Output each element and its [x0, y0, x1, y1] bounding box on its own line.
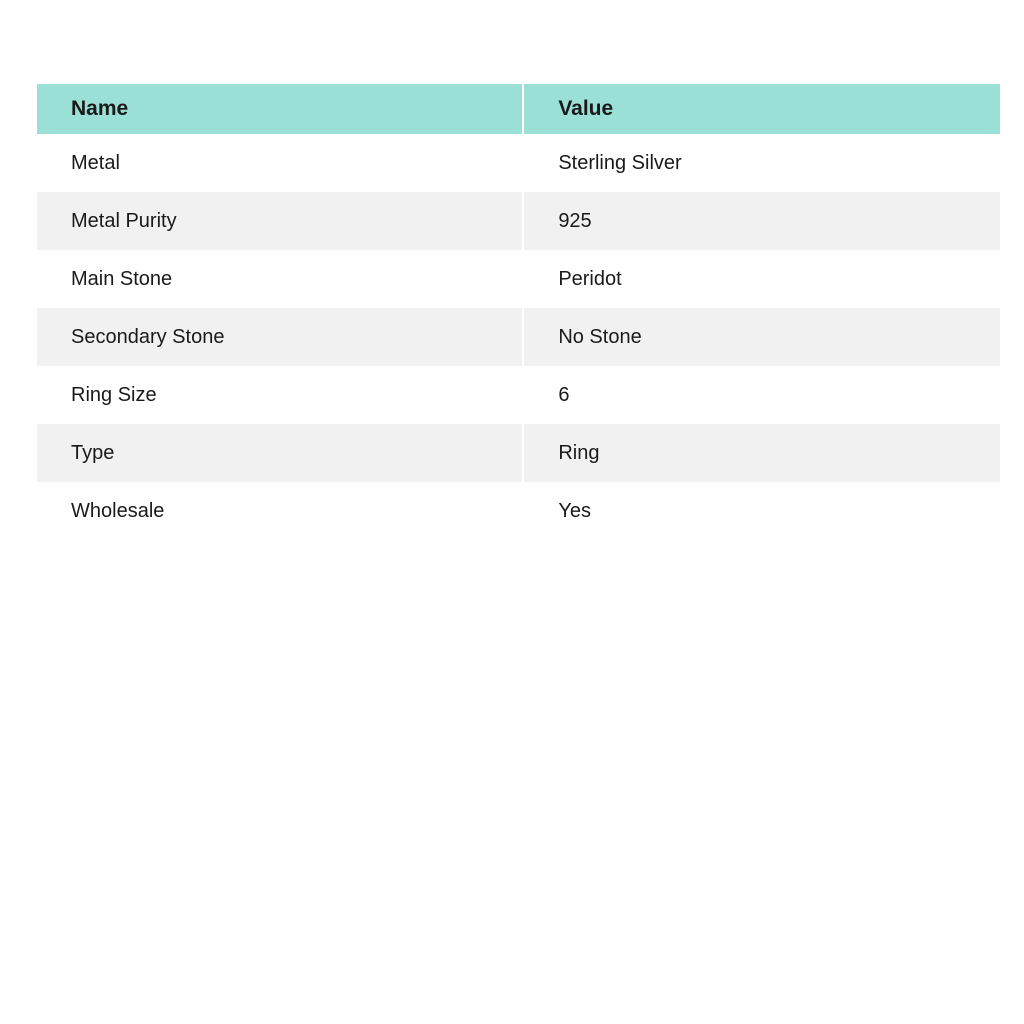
table-row: [37, 482, 1000, 540]
spec-table: [37, 84, 1000, 540]
value-cell: No Stone: [523, 308, 1000, 366]
value-cell: 6: [523, 366, 1000, 424]
value-cell: 925: [523, 192, 1000, 250]
table-row: [37, 308, 1000, 366]
spec-table-body: [37, 134, 1000, 540]
header-cell-value: Value: [523, 84, 1000, 134]
value-cell: Ring: [523, 424, 1000, 482]
name-cell: Secondary Stone: [37, 308, 523, 366]
table-row: [37, 134, 1000, 192]
product-spec-table: [37, 84, 1000, 540]
name-cell: Main Stone: [37, 250, 523, 308]
header-cell-name: Name: [37, 84, 523, 134]
value-cell: Yes: [523, 482, 1000, 540]
name-cell: Type: [37, 424, 523, 482]
table-row: [37, 250, 1000, 308]
table-row: [37, 424, 1000, 482]
value-cell: Sterling Silver: [523, 134, 1000, 192]
spec-table-header: [37, 84, 1000, 134]
name-cell: Ring Size: [37, 366, 523, 424]
name-cell: Metal Purity: [37, 192, 523, 250]
name-cell: Metal: [37, 134, 523, 192]
name-cell: Wholesale: [37, 482, 523, 540]
table-row: [37, 192, 1000, 250]
value-cell: Peridot: [523, 250, 1000, 308]
header-row: [37, 84, 1000, 134]
table-row: [37, 366, 1000, 424]
